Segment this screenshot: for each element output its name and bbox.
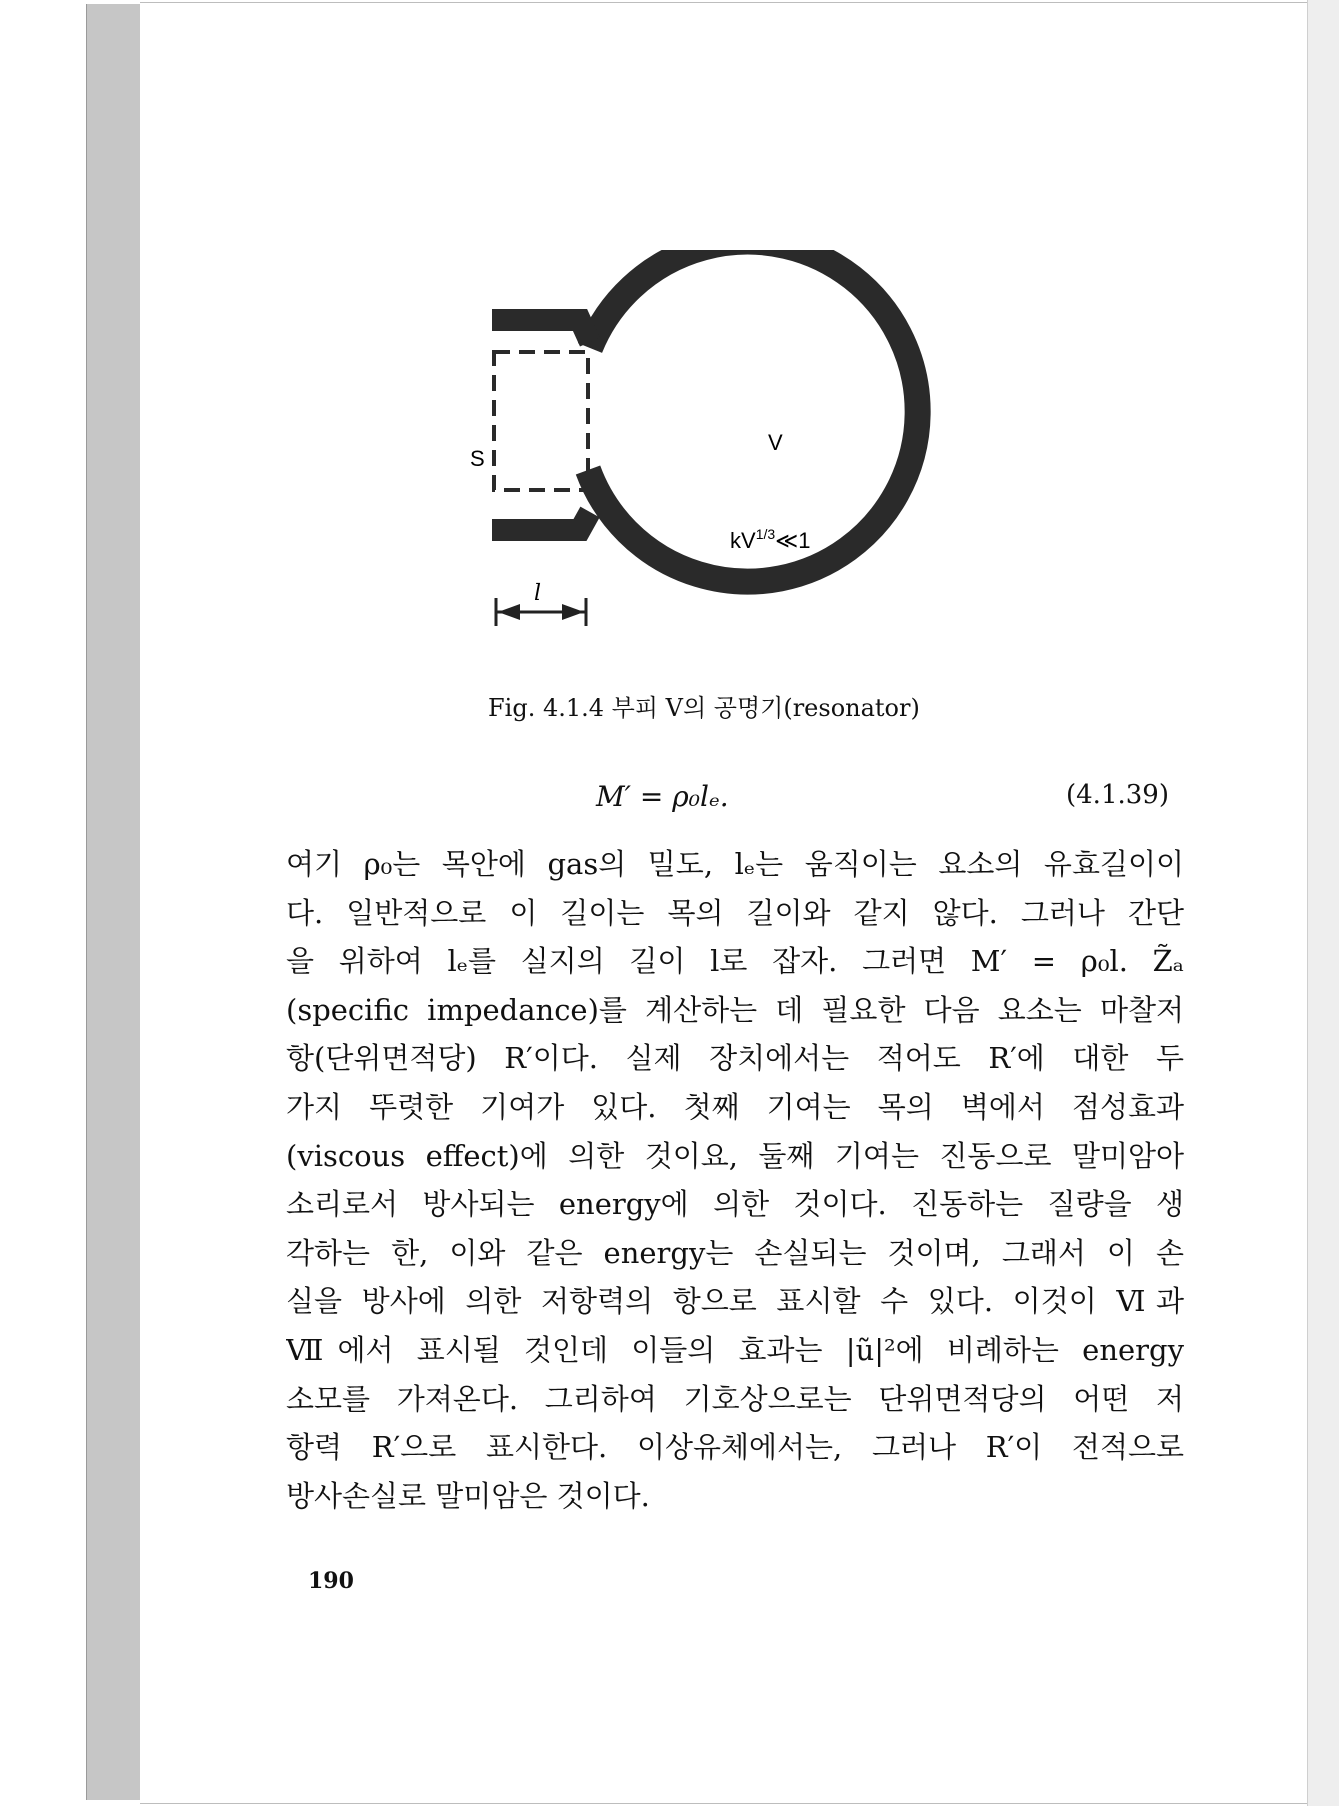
- body-line: 항(단위면적당) R′이다. 실제 장치에서는 적어도 R′에 대한 두: [286, 1041, 1184, 1076]
- body-line: (specific impedance)를 계산하는 데 필요한 다음 요소는 마찰저: [286, 992, 1184, 1027]
- body-line: 항력 R′으로 표시한다. 이상유체에서는, 그러나 R′이 전적으로: [286, 1430, 1184, 1465]
- condition-label-tail: ≪1: [775, 528, 811, 553]
- body-line: 소리로서 방사되는 energy에 의한 것이다. 진동하는 질량을 생: [286, 1187, 1184, 1222]
- volume-label: V: [768, 430, 783, 455]
- body-line: 방사손실로 말미암은 것이다.: [286, 1478, 650, 1513]
- body-line: (viscous effect)에 의한 것이요, 둘째 기여는 진동으로 말미암아: [286, 1138, 1184, 1173]
- resonator-diagram: [440, 250, 1000, 670]
- neck-bottom-wall: [492, 512, 590, 530]
- body-line: Ⅶ에서 표시될 것인데 이들의 효과는 |ũ|²에 비례하는 energy: [286, 1332, 1184, 1367]
- body-line: 각하는 한, 이와 같은 energy는 손실되는 것이며, 그래서 이 손: [286, 1235, 1184, 1270]
- condition-label-base: kV: [730, 528, 756, 553]
- resonator-figure: [440, 250, 1000, 670]
- body-line: 다. 일반적으로 이 길이는 목의 길이와 같지 않다. 그러나 간단: [286, 895, 1184, 930]
- body-line: 소모를 가져온다. 그리하여 기호상으로는 단위면적당의 어떤 저: [286, 1381, 1184, 1416]
- book-spine: [86, 4, 141, 1800]
- area-label: S: [470, 446, 485, 471]
- page-edge: [1307, 0, 1339, 1806]
- length-label: l: [534, 581, 542, 606]
- equation: M′ = ρ₀lₑ.: [596, 780, 729, 813]
- body-line: 을 위하여 lₑ를 실지의 길이 l로 잡자. 그러면 M′ = ρ₀l. Z̃ₐ: [286, 944, 1184, 979]
- body-line: 여기 ρ₀는 목안에 gas의 밀도, lₑ는 움직이는 요소의 유효길이이: [286, 847, 1184, 881]
- neck-top-wall: [492, 320, 590, 342]
- body-paragraph: [286, 840, 1184, 1520]
- page-number: 190: [308, 1568, 354, 1594]
- length-arrow-right-head: [562, 604, 584, 620]
- figure-caption: Fig. 4.1.4 부피 V의 공명기(resonator): [488, 694, 920, 722]
- body-line: 가지 뚜렷한 기여가 있다. 첫째 기여는 목의 벽에서 점성효과: [286, 1089, 1184, 1124]
- condition-label-sup: 1/3: [755, 526, 776, 542]
- body-line: 실을 방사에 의한 저항력의 항으로 표시할 수 있다. 이것이 Ⅵ과: [286, 1284, 1184, 1319]
- equation-number: (4.1.39): [1066, 780, 1169, 810]
- neck-dashed-region: [494, 352, 588, 490]
- length-arrow-left-head: [498, 604, 520, 620]
- condition-label: [730, 526, 810, 553]
